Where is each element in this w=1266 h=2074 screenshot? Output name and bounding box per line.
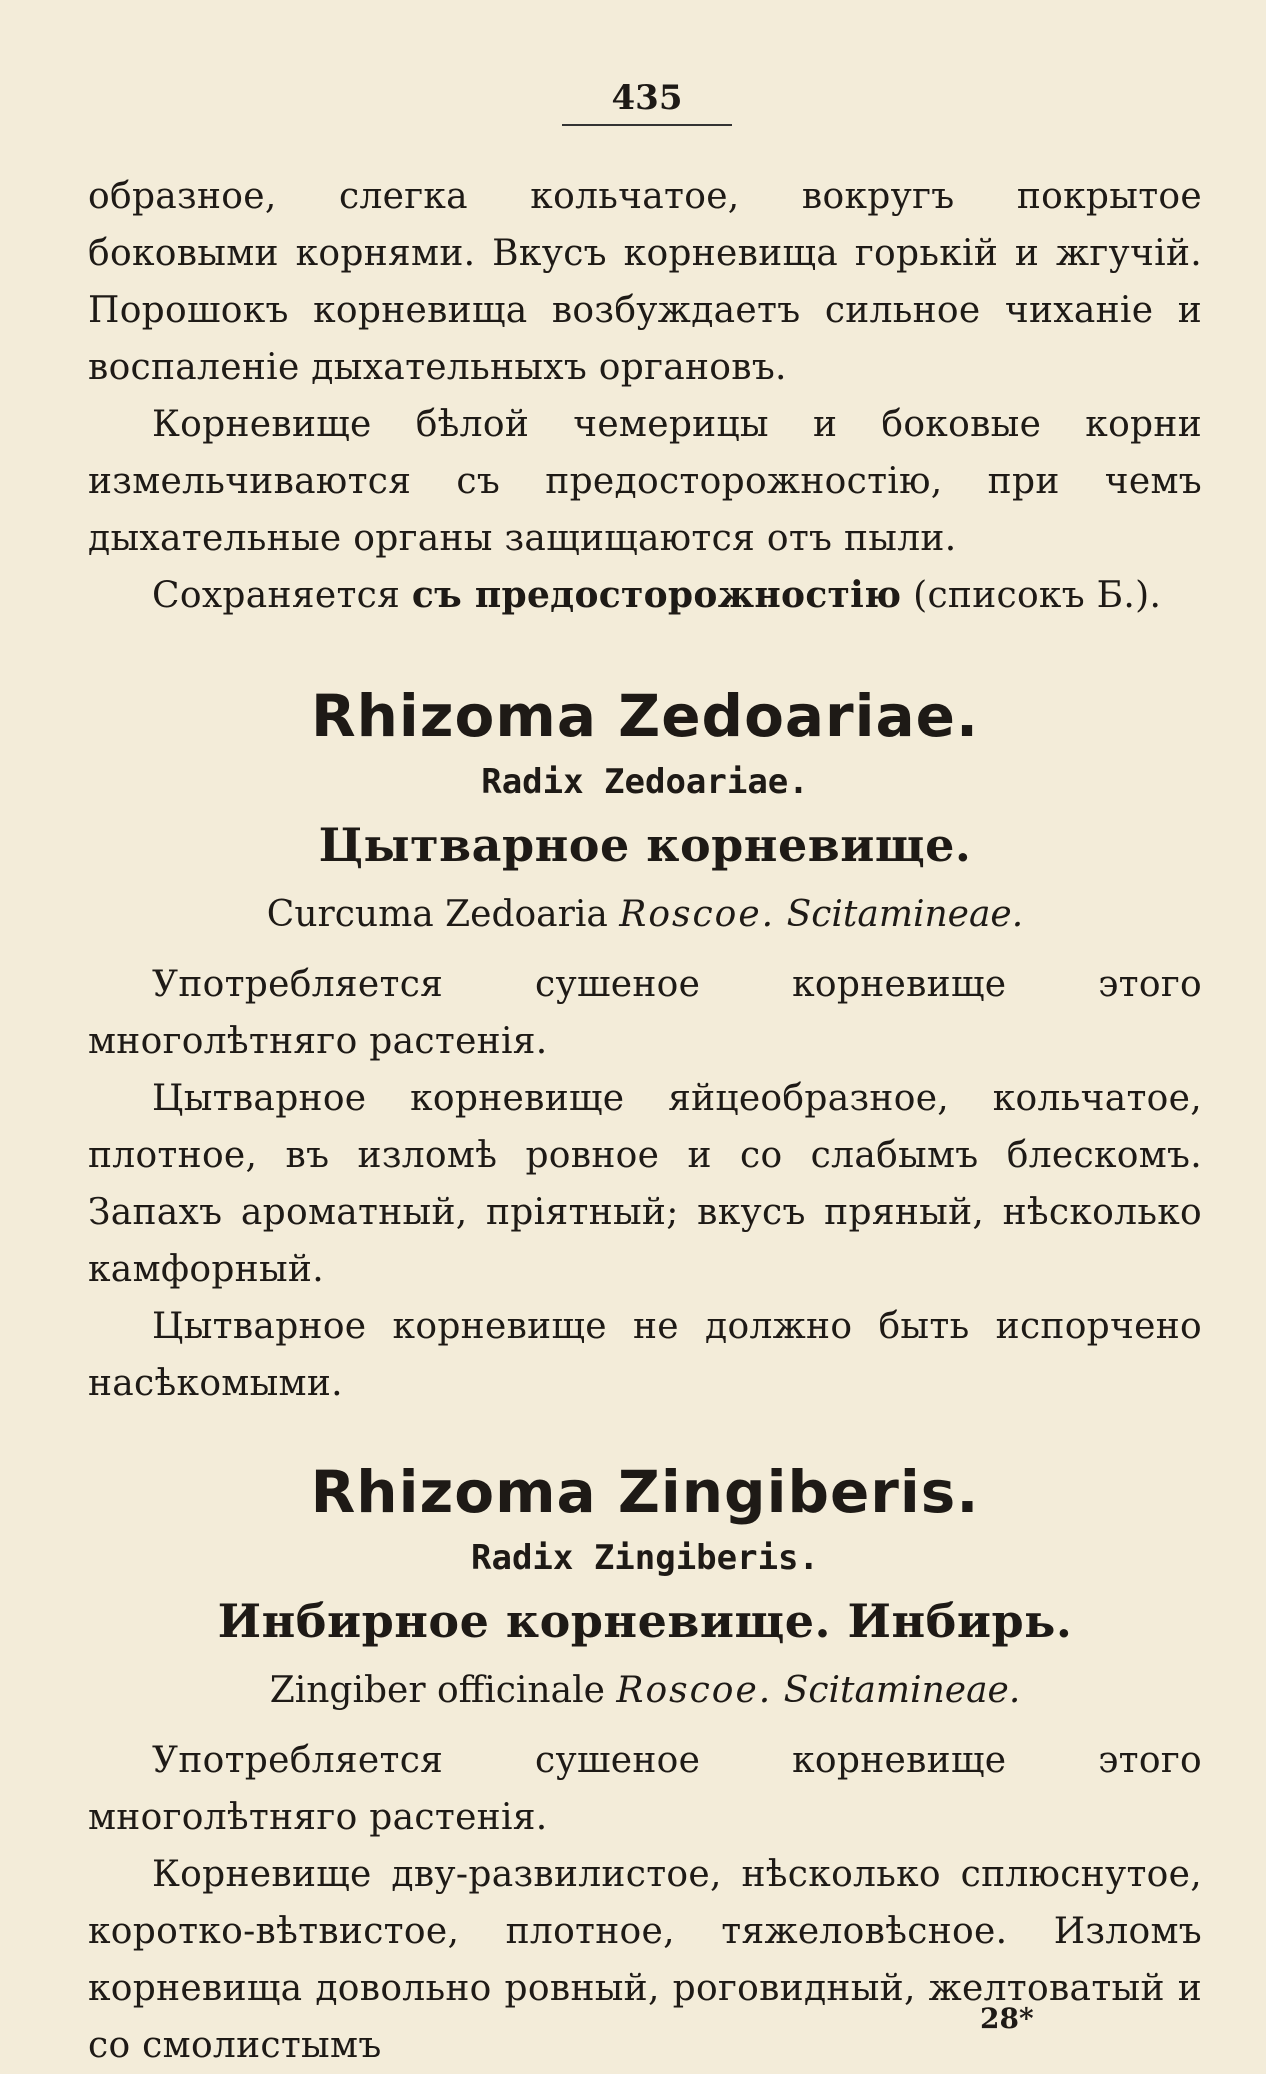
author-name: Roscoe.: [616, 1670, 773, 1711]
section-title: Rhizoma Zedoariae.: [310, 682, 980, 750]
zingiber-paragraph-2: Корневище дву-развилистое, нѣсколько сплюснутое, коротко-вѣтвистое, плотное, тяжеловѣсное. Изломъ корневища довольно ровный, роговидный, желтоватый и со смолистымъ: [88, 1854, 1202, 2066]
intro-paragraph-3: [88, 567, 1202, 624]
section-subtitle: Radix Zingiberis.: [471, 1538, 819, 1578]
zedoaria-paragraph-1: Употребляется сушеное корневище этого многолѣтняго растенія.: [88, 964, 1202, 1062]
printer-signature: 28*: [980, 2002, 1034, 2035]
zedoaria-paragraph-2: Цытварное корневище яйцеобразное, кольчатое, плотное, въ изломѣ ровное и со слабымъ блескомъ. Запахъ ароматный, пріятный; вкусъ пряный, нѣсколько камфорный.: [88, 1078, 1202, 1290]
family-name: Scitamineae.: [783, 1670, 1021, 1711]
page-content: [88, 168, 1202, 2074]
plant-name: Zingiber officinale: [269, 1670, 605, 1711]
storage-text-bold: съ предосторожностію: [411, 574, 902, 616]
section-russian-title: Цытварное корневище.: [318, 818, 972, 872]
section-zingiber: [88, 1452, 1202, 2074]
storage-text-pre: Сохраняется: [152, 575, 401, 616]
section-title: Rhizoma Zingiberis.: [310, 1458, 980, 1526]
intro-paragraph-1: образное, слегка кольчатое, вокругъ покрытое боковыми корнями. Вкусъ корневища горькій и жгучій. Порошокъ корневища возбуждаетъ сильное чиханіе и воспаленіе дыхательныхъ органовъ.: [88, 176, 1202, 388]
page-number: 435: [562, 78, 732, 126]
section-subtitle: Radix Zedoariae.: [481, 762, 809, 802]
author-name: Roscoe.: [619, 894, 776, 935]
botanical-name: [88, 882, 1202, 948]
plant-name: Curcuma Zedoaria: [266, 894, 608, 935]
botanical-name: [88, 1658, 1202, 1724]
zedoaria-paragraph-3: Цытварное корневище не должно быть испорчено насѣкомыми.: [88, 1306, 1202, 1404]
family-name: Scitamineae.: [786, 894, 1024, 935]
section-zedoaria: [88, 676, 1202, 1412]
storage-text-post: (списокъ Б.).: [913, 575, 1162, 616]
section-russian-title: Инбирное корневище. Инбирь.: [217, 1594, 1073, 1648]
zingiber-paragraph-1: Употребляется сушеное корневище этого многолѣтняго растенія.: [88, 1740, 1202, 1838]
intro-paragraph-2: Корневище бѣлой чемерицы и боковые корни измельчиваются съ предосторожностію, при чемъ дыхательные органы защищаются отъ пыли.: [88, 404, 1202, 559]
